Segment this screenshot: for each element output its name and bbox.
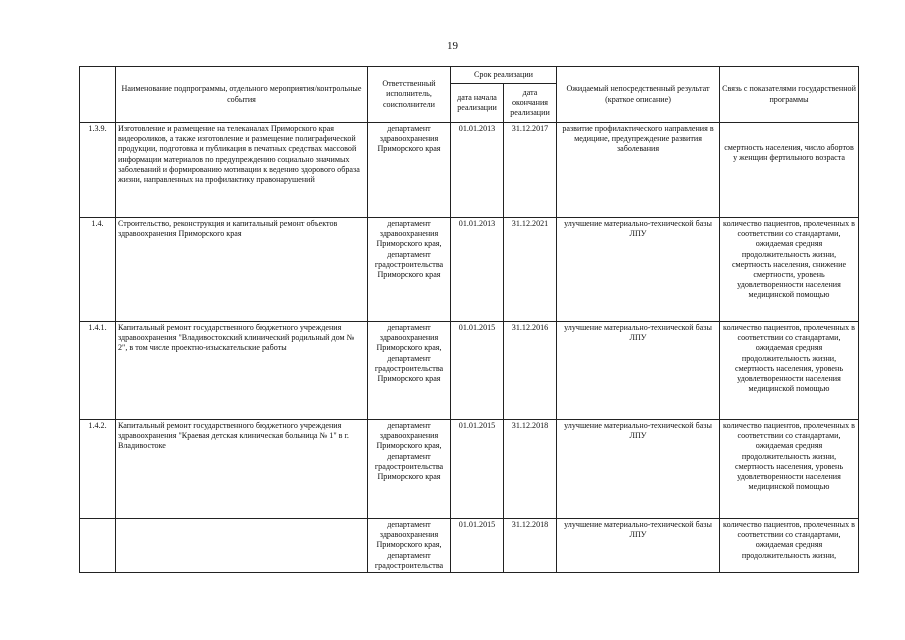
row-executor: департамент здравоохранения Приморского края, департамент градостроительства bbox=[368, 519, 451, 573]
table-row bbox=[80, 420, 859, 519]
row-number: 1.4. bbox=[80, 218, 116, 322]
row-result: развитие профилактического направления в медицине, предупреждение развития заболевания bbox=[557, 123, 720, 218]
row-name bbox=[116, 519, 368, 573]
row-executor: департамент здравоохранения Приморского края, департамент градостроительства Приморского края bbox=[368, 420, 451, 519]
header-executor: Ответственный исполнитель, соисполнители bbox=[368, 67, 451, 123]
row-result: улучшение материально-технической базы ЛПУ bbox=[557, 519, 720, 573]
row-start-date: 01.01.2015 bbox=[451, 519, 504, 573]
header-link: Связь с показателями государственной программы bbox=[720, 67, 859, 123]
row-number: 1.4.2. bbox=[80, 420, 116, 519]
row-end-date: 31.12.2016 bbox=[504, 322, 557, 420]
header-number bbox=[80, 67, 116, 123]
header-name: Наименование подпрограммы, отдельного мероприятия/контрольные события bbox=[116, 67, 368, 123]
row-name: Изготовление и размещение на телеканалах Приморского края видеороликов, а также изготовление и размещение полиграфической продукции, подготовка и публикация в печатных средствах массовой информации материалов по предупреждению социально значимых заболеваний и формированию мотивации к ведению здорового образа жизни, направленных на профилактику правонарушений bbox=[116, 123, 368, 218]
table-row bbox=[80, 519, 859, 573]
header-end: дата окончания реализации bbox=[504, 84, 557, 123]
row-start-date: 01.01.2015 bbox=[451, 322, 504, 420]
row-name: Капитальный ремонт государственного бюджетного учреждения здравоохранения "Краевая детская клиническая больница № 1" в г. Владивостоке bbox=[116, 420, 368, 519]
page-number: 19 bbox=[447, 40, 458, 52]
row-end-date: 31.12.2018 bbox=[504, 420, 557, 519]
row-end-date: 31.12.2018 bbox=[504, 519, 557, 573]
row-link: количество пациентов, пролеченных в соответствии со стандартами, ожидаемая средняя продолжительность жизни, смертность населения, уровень удовлетворенности населения медицинской помощью bbox=[720, 420, 859, 519]
row-executor: департамент здравоохранения Приморского края, департамент градостроительства Приморского края bbox=[368, 218, 451, 322]
row-executor: департамент здравоохранения Приморского края bbox=[368, 123, 451, 218]
row-result: улучшение материально-технической базы ЛПУ bbox=[557, 322, 720, 420]
row-start-date: 01.01.2013 bbox=[451, 218, 504, 322]
row-number: 1.3.9. bbox=[80, 123, 116, 218]
table-row bbox=[80, 123, 859, 218]
header-period: Срок реализации bbox=[451, 67, 557, 84]
row-name: Строительство, реконструкция и капитальный ремонт объектов здравоохранения Приморского края bbox=[116, 218, 368, 322]
row-start-date: 01.01.2013 bbox=[451, 123, 504, 218]
row-end-date: 31.12.2021 bbox=[504, 218, 557, 322]
row-number: 1.4.1. bbox=[80, 322, 116, 420]
table-header bbox=[80, 67, 859, 123]
row-executor: департамент здравоохранения Приморского края, департамент градостроительства Приморского края bbox=[368, 322, 451, 420]
table-body bbox=[80, 123, 859, 573]
row-link: количество пациентов, пролеченных в соответствии со стандартами, ожидаемая средняя продолжительность жизни, смертность населения, снижение смертности, уровень удовлетворенности населения медицинской помощью bbox=[720, 218, 859, 322]
row-link: смертность населения, число абортов у женщин фертильного возраста bbox=[720, 123, 859, 218]
row-number bbox=[80, 519, 116, 573]
row-name: Капитальный ремонт государственного бюджетного учреждения здравоохранения "Владивостокский клинический родильный дом № 2", в том числе проектно-изыскательские работы bbox=[116, 322, 368, 420]
table-row bbox=[80, 322, 859, 420]
row-start-date: 01.01.2015 bbox=[451, 420, 504, 519]
row-result: улучшение материально-технической базы ЛПУ bbox=[557, 420, 720, 519]
row-result: улучшение материально-технической базы ЛПУ bbox=[557, 218, 720, 322]
header-result: Ожидаемый непосредственный результат (краткое описание) bbox=[557, 67, 720, 123]
row-link: количество пациентов, пролеченных в соответствии со стандартами, ожидаемая средняя продолжительность жизни, смертность населения, уровень удовлетворенности населения медицинской помощью bbox=[720, 322, 859, 420]
row-link: количество пациентов, пролеченных в соответствии со стандартами, ожидаемая средняя продолжительность жизни, bbox=[720, 519, 859, 573]
header-start: дата начала реализации bbox=[451, 84, 504, 123]
row-end-date: 31.12.2017 bbox=[504, 123, 557, 218]
implementation-plan-table bbox=[79, 66, 859, 573]
table-row bbox=[80, 218, 859, 322]
